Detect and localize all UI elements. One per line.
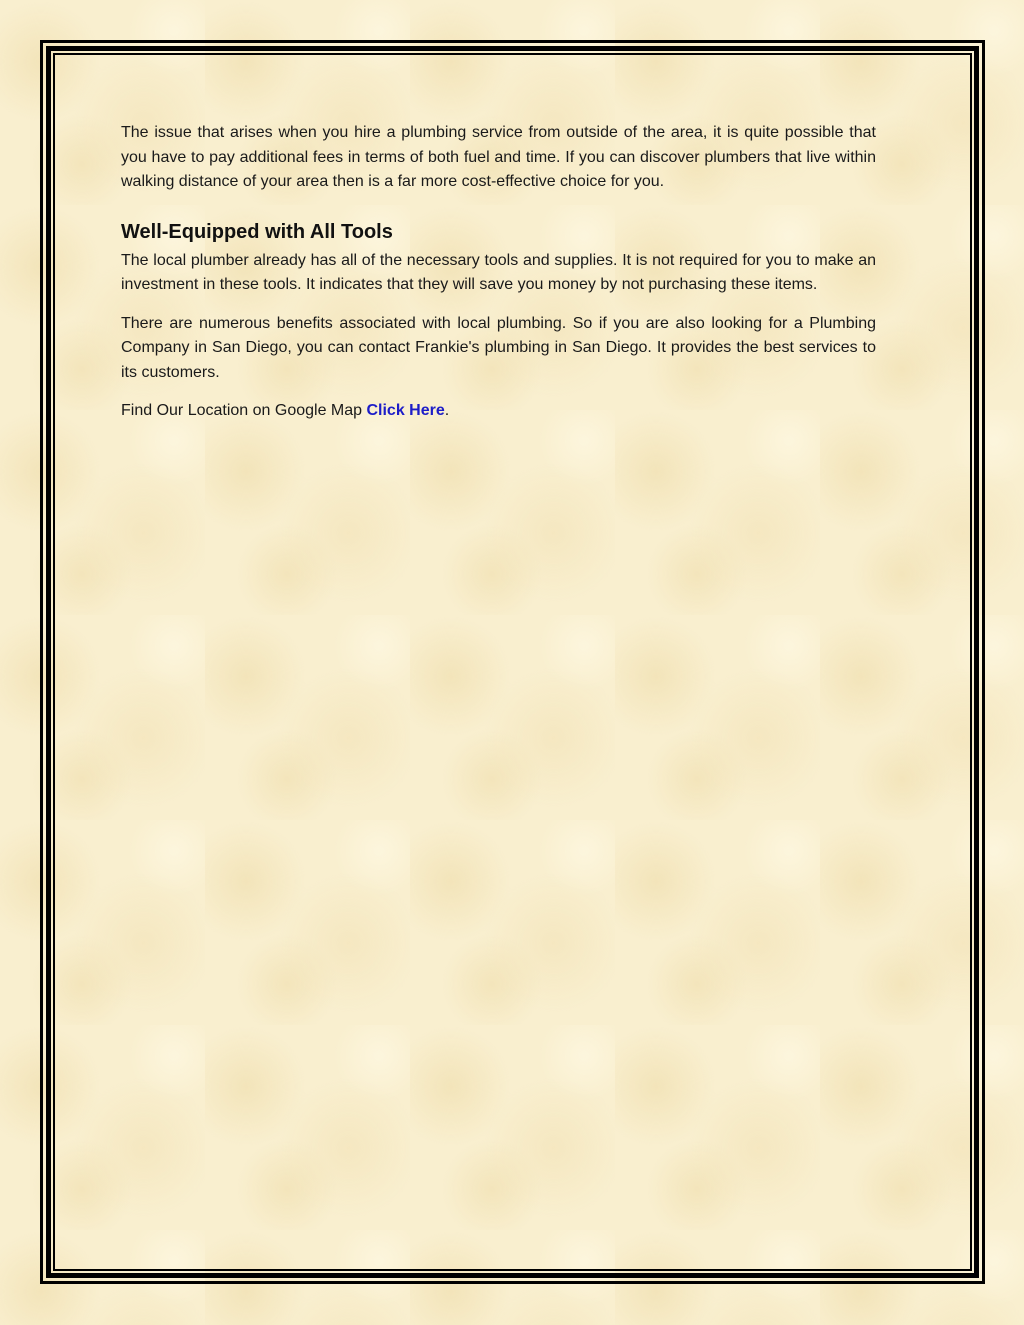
location-line [121,399,876,424]
location-prefix: Find Our Location on Google Map [121,402,367,419]
section-heading: Well-Equipped with All Tools [121,220,393,243]
location-suffix: . [444,402,450,419]
tools-paragraph: The local plumber already has all of the necessary tools and supplies. It is not required for you to make an investment in these tools. It indicates that they will save you money by not purchasing these items. [121,251,876,293]
intro-paragraph: The issue that arises when you hire a plumbing service from outside of the area, it is quite possible that you have to pay additional fees in terms of both fuel and time. If you can discover plumbers that live within walking distance of your area then is a far more cost-effective choice for you. [121,124,876,190]
google-map-link[interactable]: Click Here [366,402,445,419]
section-tools [121,217,876,386]
document-body [121,121,876,438]
benefits-paragraph: There are numerous benefits associated with local plumbing. So if you are also looking for a Plumbing Company in San Diego, you can contact Frankie's plumbing in San Diego. It provides the best services to its customers. [121,314,876,381]
